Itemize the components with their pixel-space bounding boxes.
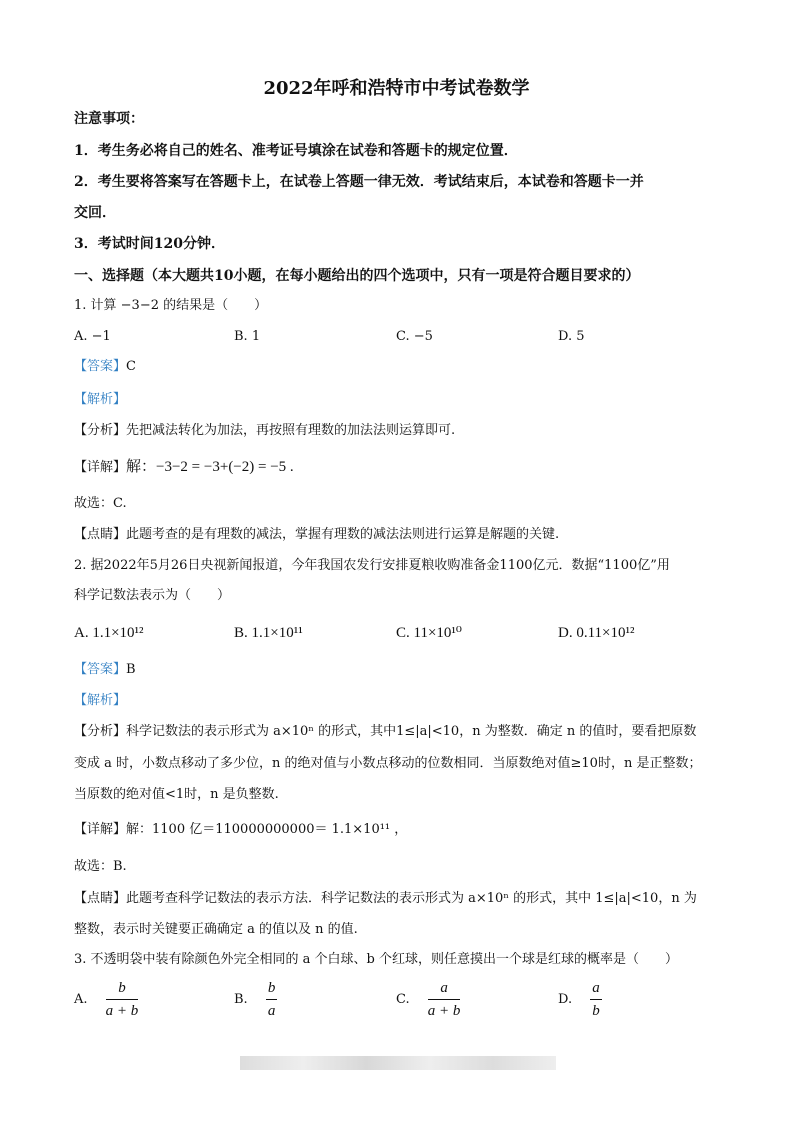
q2-detail: 解：1100 亿＝110000000000＝ 1.1×10¹¹ ，: [126, 822, 408, 837]
q2-option-a: A. 1.1×10¹²: [74, 625, 144, 641]
q1-option-b: B. 1: [234, 329, 261, 344]
notice-item-1: 1．考生务必将自己的姓名、准考证号填涂在试卷和答题卡的规定位置．: [74, 143, 518, 159]
q1-stem: 1. 计算 −3−2 的结果是（ ）: [74, 298, 268, 313]
q1-choose: 故选：C.: [74, 496, 127, 511]
q3-option-c: [396, 978, 460, 1021]
fenxi-tag: 【分析】: [74, 724, 127, 739]
q1-fenxi: 先把减法转化为加法，再按照有理数的加法法则运算即可.: [126, 423, 456, 438]
q2-answer-value: B: [126, 662, 136, 677]
q2-comment-line2: 整数，表示时关键要正确确定 a 的值以及 n 的值.: [74, 922, 358, 937]
q2-stem-line2: 科学记数法表示为（ ）: [74, 588, 231, 603]
q2-option-c: C. 11×10¹⁰: [396, 625, 462, 641]
q2-stem-line1: 2. 据2022年5月26日央视新闻报道，今年我国农发行安排夏粮收购准备金1100亿元．数据“1100亿”用: [74, 558, 670, 573]
q2-fenxi-line3: 当原数的绝对值<1时，n 是负整数.: [74, 787, 279, 802]
notice-heading: 注意事项：: [74, 111, 144, 127]
q3-option-d-label: D.: [558, 992, 573, 1007]
analysis-tag: 【解析】: [74, 693, 127, 708]
q2-fenxi-line1: 科学记数法的表示形式为 a×10ⁿ 的形式，其中1≤|a|<10，n 为整数．确定 n 的值时，要看把原数: [126, 724, 697, 739]
numerator: a: [590, 978, 602, 1000]
q3-option-a: [74, 978, 138, 1021]
q3-option-d: [558, 978, 602, 1021]
detail-tag: 【详解】: [74, 460, 127, 475]
q2-fenxi-line2: 变成 a 时，小数点移动了多少位，n 的绝对值与小数点移动的位数相同．当原数绝对值≥10时，n 是正整数；: [74, 756, 702, 771]
q2-option-b: B. 1.1×10¹¹: [234, 625, 303, 641]
section-heading: 一、选择题（本大题共10小题，在每小题给出的四个选项中，只有一项是符合题目要求的）: [74, 268, 640, 284]
comment-tag: 【点睛】: [74, 891, 127, 906]
q2-option-d: D. 0.11×10¹²: [558, 625, 635, 641]
q2-choose: 故选：B.: [74, 859, 127, 874]
numerator: b: [106, 978, 139, 1000]
q3-stem: 3. 不透明袋中装有除颜色外完全相同的 a 个白球、b 个红球，则任意摸出一个球是红球的概率是（ ）: [74, 952, 679, 967]
q1-option-d: D. 5: [558, 329, 585, 344]
denominator: a: [267, 1003, 276, 1019]
q1-answer: [74, 357, 136, 377]
numerator: a: [428, 978, 461, 1000]
analysis-tag: 【解析】: [74, 392, 127, 407]
q1-option-c: C. −5: [396, 329, 433, 344]
q3-option-b: [234, 978, 277, 1021]
q3-fraction-c: [428, 978, 461, 1021]
notice-item-3: 3．考试时间120分钟．: [74, 236, 225, 252]
blurred-footer-watermark: [240, 1056, 556, 1070]
q1-answer-value: C: [126, 359, 136, 374]
answer-tag: 【答案】: [74, 359, 127, 374]
notice-item-2: 2．考生要将答案写在答题卡上，在试卷上答题一律无效．考试结束后，本试卷和答题卡一并: [74, 174, 644, 190]
q1-option-a: A. −1: [74, 329, 111, 344]
q3-option-a-label: A.: [74, 992, 88, 1007]
q3-option-b-label: B.: [234, 992, 248, 1007]
detail-tag: 【详解】: [74, 822, 127, 837]
comment-tag: 【点睛】: [74, 527, 127, 542]
q2-comment-line1: 此题考查科学记数法的表示方法．科学记数法的表示形式为 a×10ⁿ 的形式，其中 1≤|a|<10，n 为: [126, 891, 697, 906]
q1-detail: 解：−3−2 = −3+(−2) = −5 .: [126, 459, 294, 475]
q1-comment: 此题考查的是有理数的减法，掌握有理数的减法法则进行运算是解题的关键.: [126, 527, 560, 542]
q3-fraction-a: [106, 978, 139, 1021]
fenxi-tag: 【分析】: [74, 423, 127, 438]
q3-fraction-b: [266, 978, 278, 1021]
denominator: b: [592, 1003, 600, 1019]
answer-tag: 【答案】: [74, 662, 127, 677]
q3-option-c-label: C.: [396, 992, 410, 1007]
page-title: 2022年呼和浩特市中考试卷数学: [263, 78, 530, 99]
denominator: a + b: [427, 1003, 461, 1019]
numerator: b: [266, 978, 278, 1000]
notice-item-2-cont: 交回．: [74, 205, 116, 221]
q3-fraction-d: [590, 978, 602, 1021]
denominator: a + b: [105, 1003, 139, 1019]
